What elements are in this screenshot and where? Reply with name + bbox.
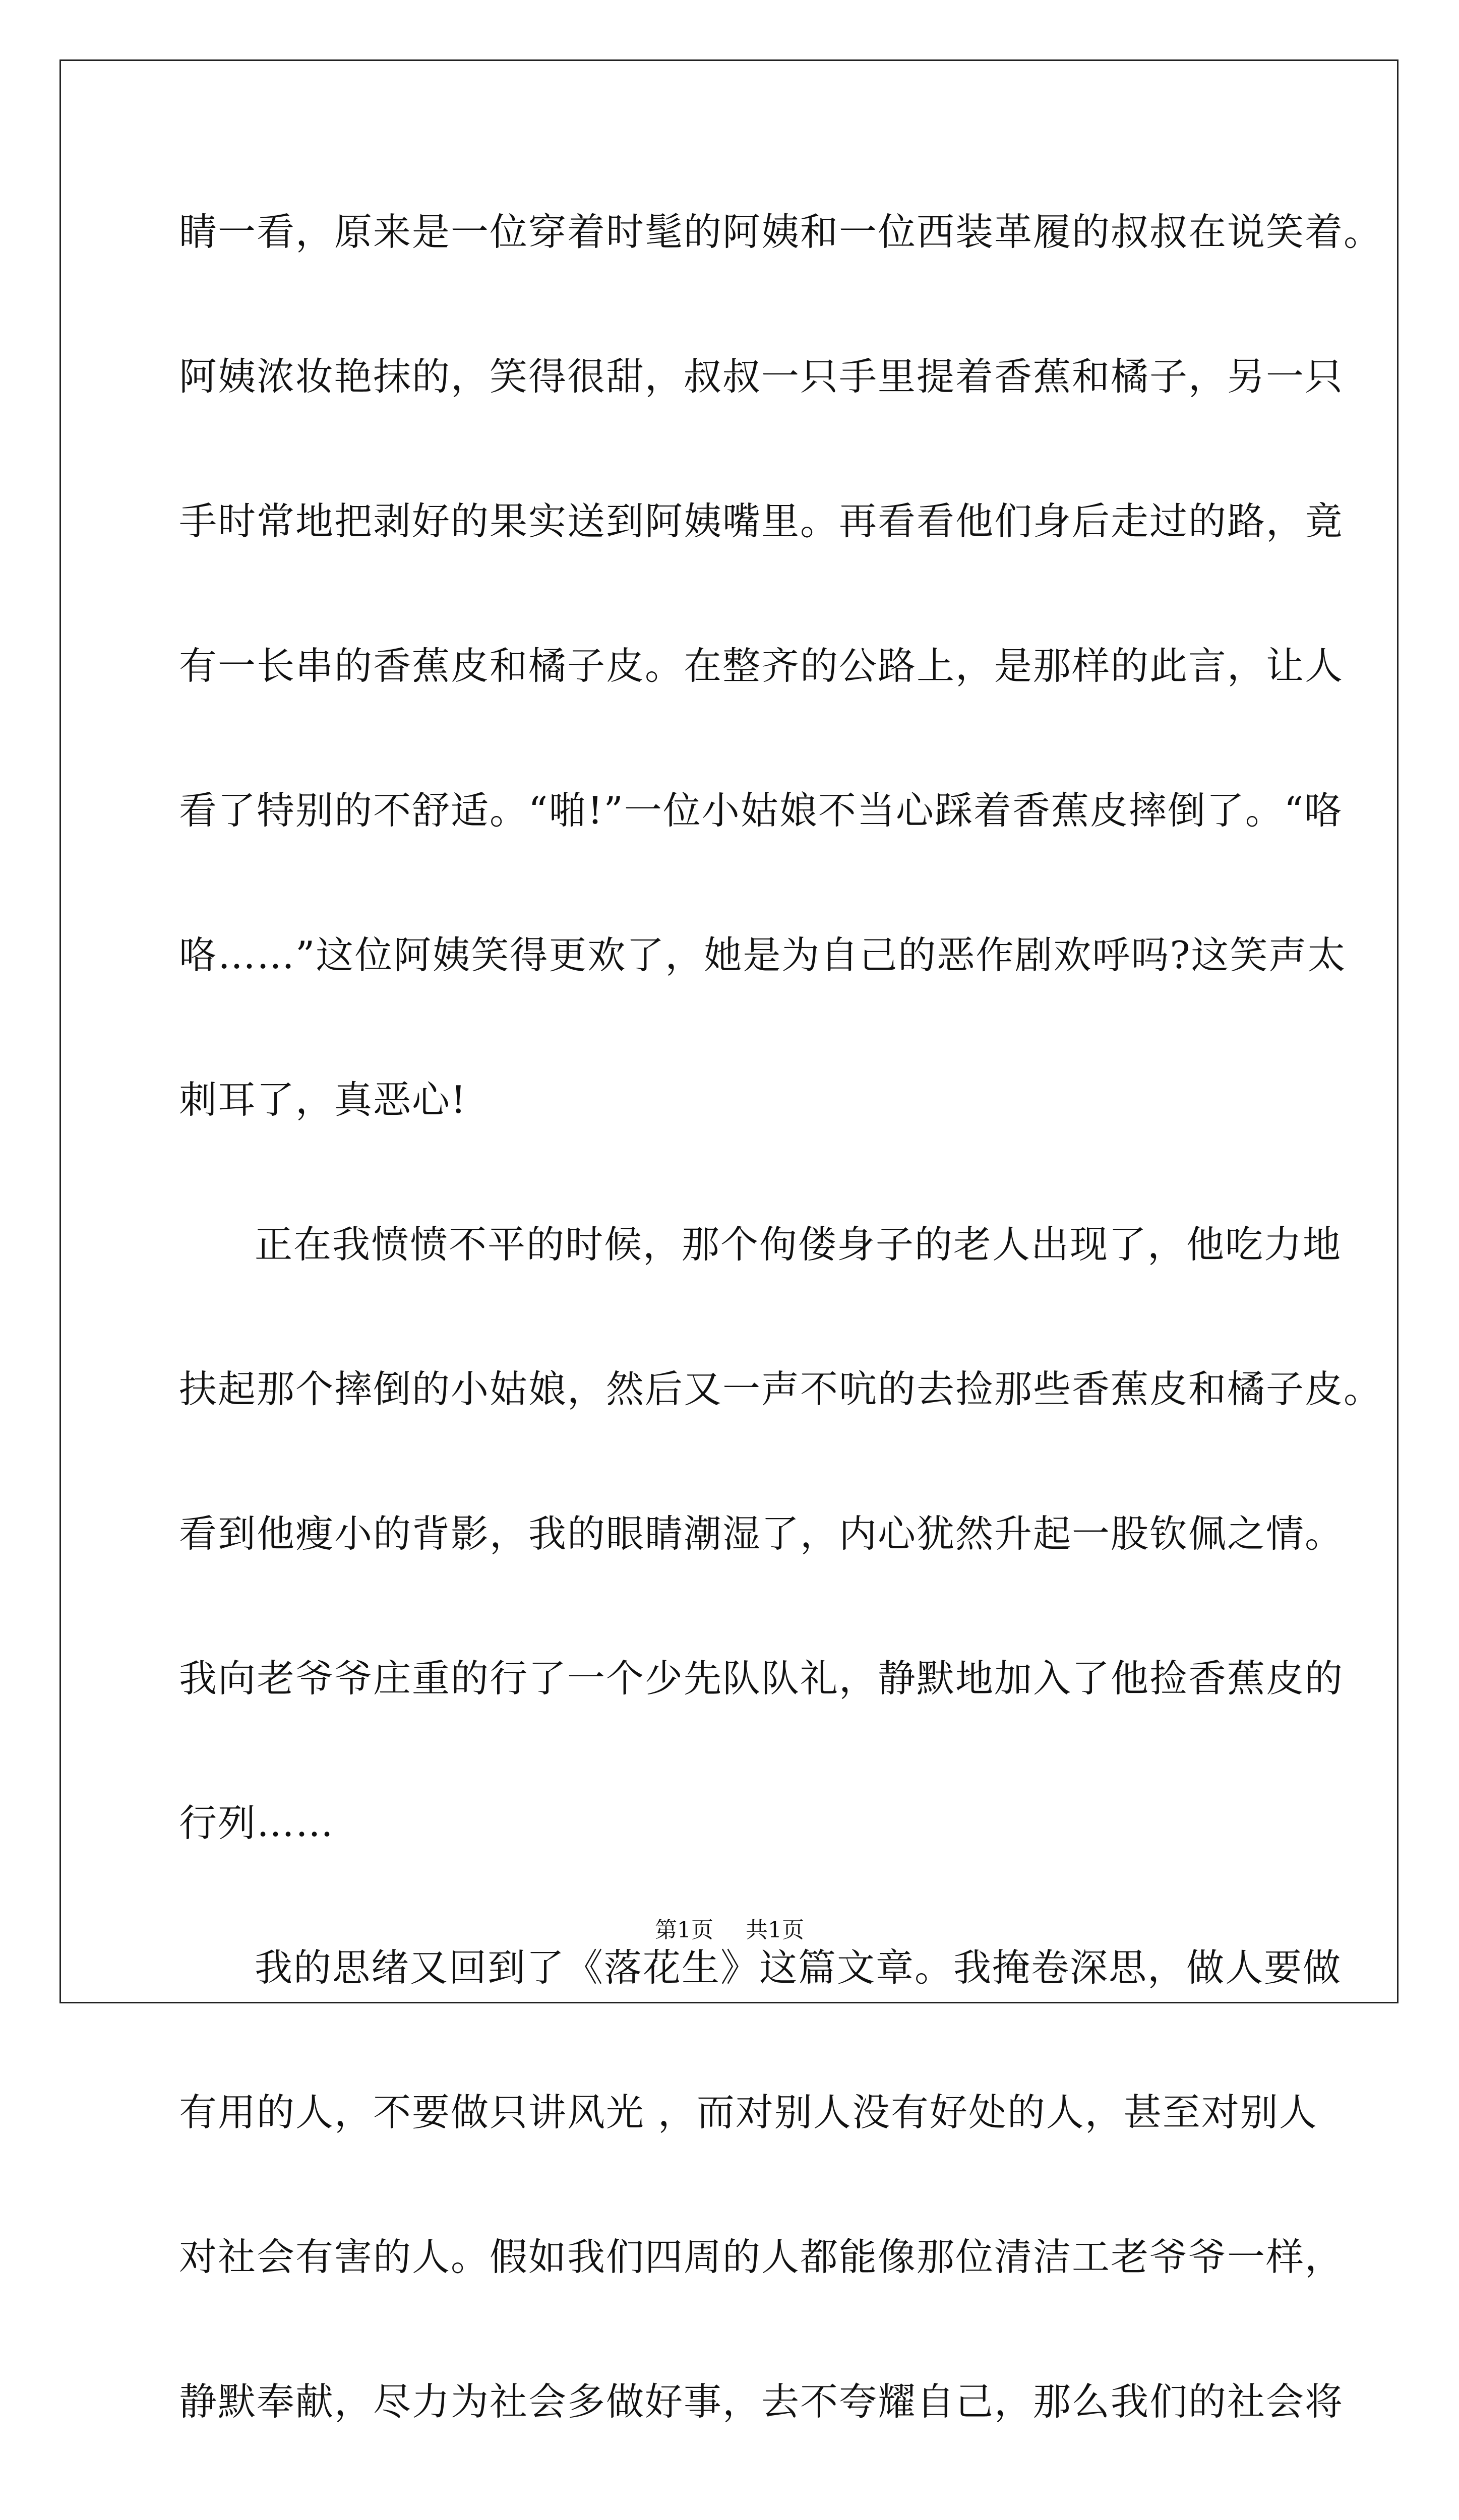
- text-line: 我的思绪又回到了《落花生》这篇文章。我掩卷深思，做人要做: [255, 1945, 1342, 1990]
- text-line: 咯……”这位阿姨笑得更欢了，她是为自己的恶作剧欢呼吗?这笑声太: [179, 933, 1347, 977]
- text-line: 手时常地把剥好的果实送到阿姨嘴里。再看看他们身后走过的路，竟: [179, 499, 1344, 543]
- text-line: 有一长串的香蕉皮和橘子皮。在整齐的公路上，是那样的此言，让人: [179, 644, 1344, 688]
- page-footer: [0, 1915, 1459, 1945]
- text-line: 扶起那个摔倒的小姑娘，然后又一声不吭的去捡那些香蕉皮和橘子皮。: [179, 1367, 1383, 1411]
- text-line: 阿姨浓妆艳抹的，笑得很甜，叔叔一只手里提着香蕉和橘子，另一只: [179, 354, 1344, 399]
- text-line: 看了特别的不舒适。“啪!”一位小姑娘不当心踩着香蕉皮摔倒了。“咯: [179, 788, 1344, 833]
- text-line: [179, 2508, 1303, 2520]
- text-line: 刺耳了，真恶心!: [179, 1078, 467, 1122]
- text-line: 我向老爷爷庄重的行了一个少先队队礼，静默地加入了他捡香蕉皮的: [179, 1656, 1344, 1700]
- text-line: 静默奉献，尽力为社会多做好事，去不夸耀自己，那么我们的社会将: [179, 2379, 1344, 2424]
- text-line: 对社会有害的人。假如我们四周的人都能像那位清洁工老爷爷一样，: [179, 2235, 1344, 2279]
- page-number-current: 第1页: [655, 1917, 713, 1943]
- text-line: 有用的人，不要做只讲风光 ，而对别人没有好处的人，甚至对别人: [179, 2090, 1318, 2134]
- text-line: 睛一看，原来是一位穿着时髦的阿姨和一位西装革履的叔叔在说笑着。: [179, 210, 1383, 254]
- text-line: 看到他瘦小的背影，我的眼睛潮湿了，内心犹然升起一股钦佩之情。: [179, 1511, 1344, 1556]
- document-body: [179, 194, 1383, 2520]
- text-line: 行列……: [179, 1801, 335, 1845]
- text-line: 正在我愤愤不平的时候，那个佝偻身子的老人出现了，他吃力地: [255, 1222, 1342, 1267]
- page-number-total: 共1页: [746, 1917, 804, 1943]
